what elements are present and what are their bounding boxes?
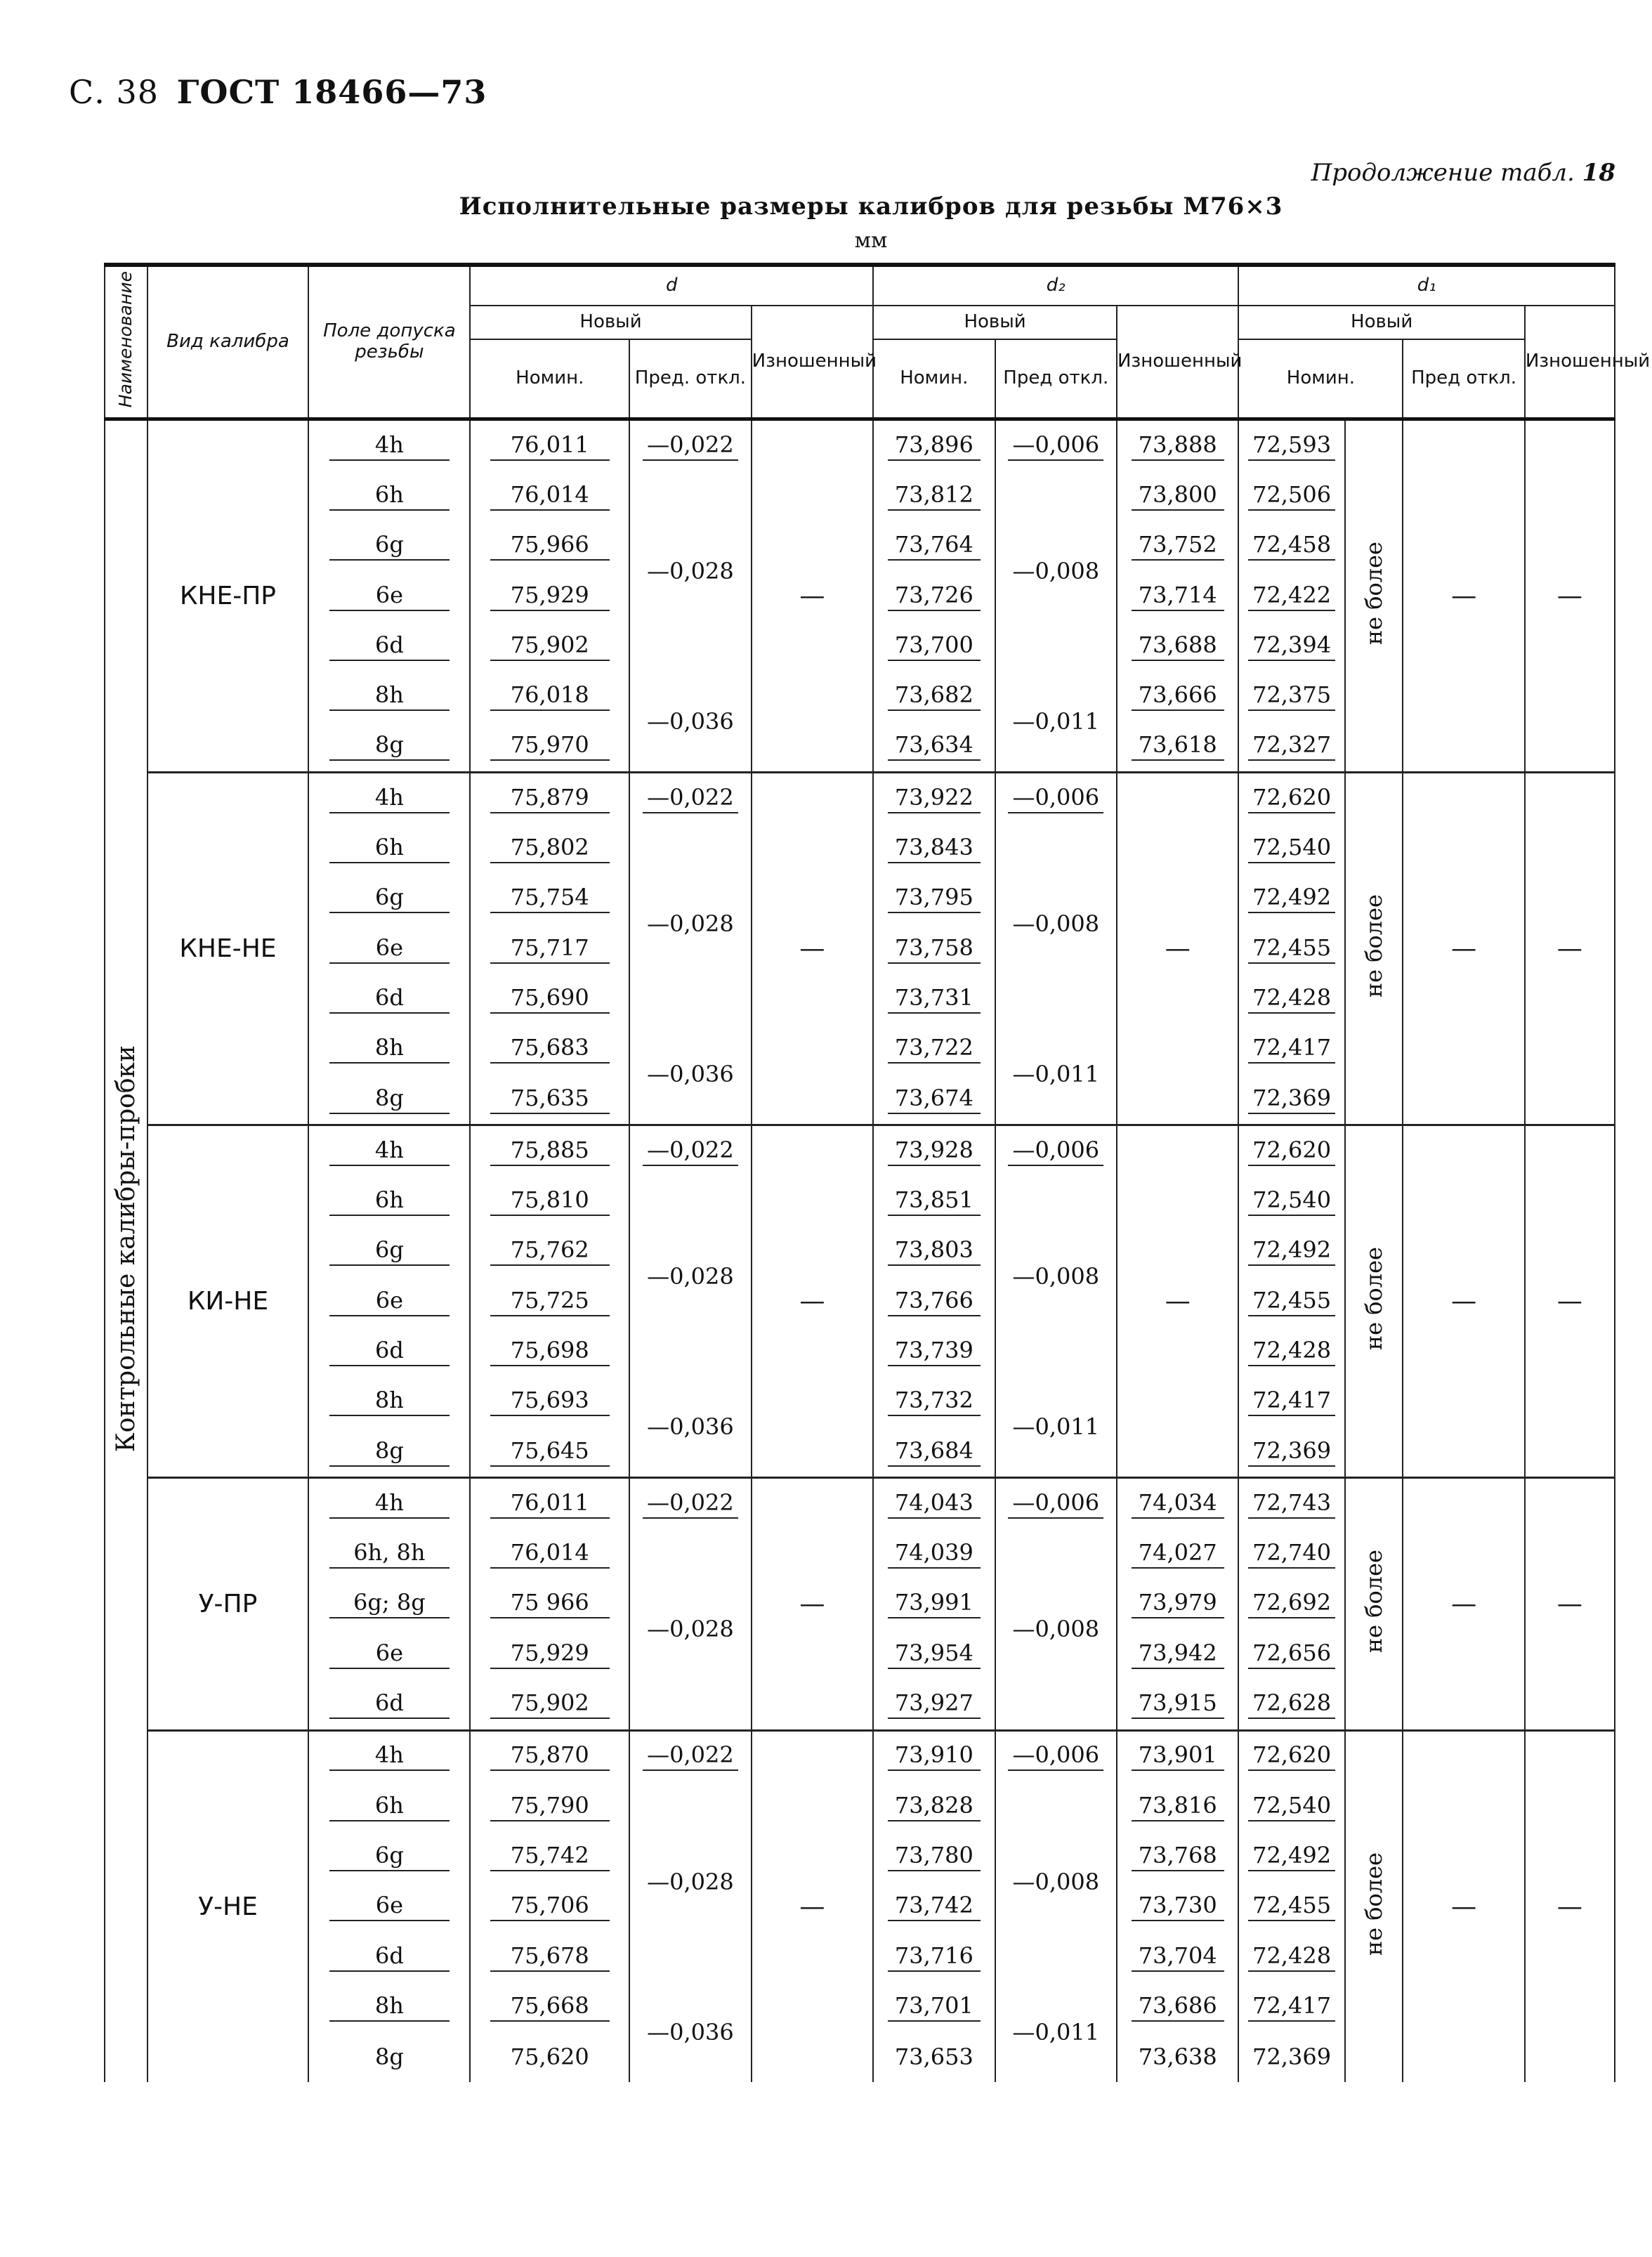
d-nominal-cell: 75,902	[470, 1679, 629, 1730]
header-d2-worn: Изношенный	[1117, 306, 1238, 419]
d-nominal-cell: 75,645	[470, 1427, 629, 1478]
table-units: мм	[854, 228, 888, 253]
gauge-type-cell: У-НЕ	[148, 1730, 309, 2082]
d2-deviation-cell: —0,008	[995, 1529, 1117, 1731]
d-nominal-cell: 75,620	[470, 2032, 629, 2082]
d2-deviation-cell: —0,011	[995, 1377, 1117, 1478]
header-d-new: Новый	[470, 306, 751, 339]
tolerance-cell: 6g	[308, 874, 470, 924]
d-nominal-cell: 75,754	[470, 874, 629, 924]
gauge-type-cell: КИ-НЕ	[148, 1125, 309, 1478]
d-nominal-cell: 75,929	[470, 1629, 629, 1679]
tolerance-cell: 6e	[308, 1882, 470, 1932]
d-nominal-cell: 75,762	[470, 1226, 629, 1276]
d-nominal-cell: 75,879	[470, 773, 629, 824]
d-deviation-cell: —0,036	[629, 1377, 751, 1478]
tolerance-cell: 4h	[308, 1730, 470, 1781]
header-d: d	[470, 265, 873, 306]
d2-nominal-cell: 73,922	[873, 773, 995, 824]
d2-nominal-cell: 73,722	[873, 1024, 995, 1074]
d-nominal-cell: 75,683	[470, 1024, 629, 1074]
d2-worn-cell: 73,800	[1117, 471, 1238, 521]
d2-worn-cell: —	[1117, 1125, 1238, 1478]
d2-deviation-cell: —0,011	[995, 671, 1117, 772]
d2-nominal-cell: 73,634	[873, 721, 995, 773]
d-worn-cell: —	[752, 419, 873, 773]
header-name: Наименование	[105, 265, 148, 419]
d2-nominal-cell: 73,764	[873, 521, 995, 571]
d2-nominal-cell: 73,780	[873, 1831, 995, 1881]
d1-nominal-cell: 72,743	[1238, 1478, 1344, 1529]
tolerance-cell: 4h	[308, 419, 470, 471]
d2-nominal-cell: 73,716	[873, 1932, 995, 1982]
d2-worn-cell: 73,686	[1117, 1982, 1238, 2032]
d2-nominal-cell: 73,684	[873, 1427, 995, 1478]
d1-nominal-cell: 72,692	[1238, 1579, 1344, 1629]
d1-nominal-cell: 72,327	[1238, 721, 1344, 773]
d2-nominal-cell: 73,795	[873, 874, 995, 924]
d2-deviation-cell: —0,011	[995, 1982, 1117, 2082]
d2-nominal-cell: 73,758	[873, 924, 995, 974]
tolerance-cell: 6d	[308, 1679, 470, 1730]
d1-deviation-cell: —	[1403, 1730, 1524, 2082]
tolerance-cell: 6g; 8g	[308, 1579, 470, 1629]
header-d1-deviation: Пред откл.	[1403, 339, 1524, 419]
d-deviation-cell: —0,028	[629, 823, 751, 1023]
d1-nominal-cell: 72,455	[1238, 1882, 1344, 1932]
table-row	[105, 1125, 1615, 1177]
d2-nominal-cell: 73,742	[873, 1882, 995, 1932]
d2-worn-cell: 73,768	[1117, 1831, 1238, 1881]
d1-nominal-cell: 72,458	[1238, 521, 1344, 571]
d-deviation-cell: —0,036	[629, 1982, 751, 2082]
d1-not-more-label: не более	[1345, 419, 1403, 773]
d-deviation-cell: —0,022	[629, 773, 751, 824]
d1-nominal-cell: 72,369	[1238, 2032, 1344, 2082]
d-deviation-cell: —0,036	[629, 671, 751, 772]
d-nominal-cell: 76,011	[470, 419, 629, 471]
d2-worn-cell: 73,752	[1117, 521, 1238, 571]
tolerance-cell: 8h	[308, 1024, 470, 1074]
tolerance-cell: 6h, 8h	[308, 1529, 470, 1579]
d2-worn-cell: 73,901	[1117, 1730, 1238, 1781]
d1-nominal-cell: 72,417	[1238, 1377, 1344, 1427]
tolerance-cell: 6g	[308, 521, 470, 571]
d2-nominal-cell: 73,731	[873, 974, 995, 1023]
d2-deviation-cell: —0,008	[995, 1781, 1117, 1982]
d1-nominal-cell: 72,740	[1238, 1529, 1344, 1579]
header-d2-new: Новый	[873, 306, 1117, 339]
header-d-deviation: Пред. откл.	[629, 339, 751, 419]
d2-worn-cell: 73,979	[1117, 1579, 1238, 1629]
gauge-dimensions-table	[104, 263, 1651, 2082]
tolerance-cell: 6d	[308, 1932, 470, 1982]
d2-worn-cell: 73,888	[1117, 419, 1238, 471]
d2-deviation-cell: —0,006	[995, 1478, 1117, 1529]
tolerance-cell: 8g	[308, 1074, 470, 1125]
gauge-type-cell: КНЕ-ПР	[148, 419, 309, 773]
d2-deviation-cell: —0,008	[995, 471, 1117, 671]
header-d2-nominal: Номин.	[873, 339, 995, 419]
tolerance-cell: 8g	[308, 2032, 470, 2082]
d1-nominal-cell: 72,540	[1238, 1176, 1344, 1226]
d1-nominal-cell: 72,428	[1238, 974, 1344, 1023]
d1-nominal-cell: 72,455	[1238, 924, 1344, 974]
d-nominal-cell: 75,693	[470, 1377, 629, 1427]
d2-worn-cell: 73,666	[1117, 671, 1238, 721]
d2-worn-cell: 74,027	[1117, 1529, 1238, 1579]
d2-nominal-cell: 73,851	[873, 1176, 995, 1226]
tolerance-cell: 8h	[308, 1982, 470, 2032]
d-deviation-cell: —0,028	[629, 1529, 751, 1731]
continuation-number: 18	[1582, 159, 1615, 187]
d1-nominal-cell: 72,656	[1238, 1629, 1344, 1679]
tolerance-cell: 8h	[308, 1377, 470, 1427]
d1-nominal-cell: 72,492	[1238, 1226, 1344, 1276]
header-d1: d₁	[1238, 265, 1615, 306]
d-nominal-cell: 75,668	[470, 1982, 629, 2032]
d-deviation-cell: —0,022	[629, 1730, 751, 1781]
d1-nominal-cell: 72,620	[1238, 1730, 1344, 1781]
d-nominal-cell: 75,966	[470, 521, 629, 571]
d2-nominal-cell: 74,039	[873, 1529, 995, 1579]
d1-nominal-cell: 72,506	[1238, 471, 1344, 521]
d2-worn-cell: 73,816	[1117, 1781, 1238, 1831]
d-nominal-cell: 75,678	[470, 1932, 629, 1982]
d2-worn-cell: 73,942	[1117, 1629, 1238, 1679]
d2-nominal-cell: 73,812	[873, 471, 995, 521]
d1-worn-cell: —	[1525, 1478, 1615, 1730]
d2-deviation-cell: —0,006	[995, 1730, 1117, 1781]
d-deviation-cell: —0,022	[629, 1125, 751, 1177]
d1-deviation-cell: —	[1403, 419, 1524, 773]
d2-worn-cell: —	[1117, 773, 1238, 1125]
tolerance-cell: 6e	[308, 1629, 470, 1679]
d-nominal-cell: 75,635	[470, 1074, 629, 1125]
tolerance-cell: 8h	[308, 671, 470, 721]
d2-nominal-cell: 73,896	[873, 419, 995, 471]
d-nominal-cell: 75,717	[470, 924, 629, 974]
d1-not-more-label: не более	[1345, 773, 1403, 1125]
d1-nominal-cell: 72,394	[1238, 621, 1344, 671]
d2-nominal-cell: 73,766	[873, 1276, 995, 1326]
d-deviation-cell: —0,028	[629, 1176, 751, 1376]
d1-nominal-cell: 72,628	[1238, 1679, 1344, 1730]
tolerance-cell: 6h	[308, 1176, 470, 1226]
tolerance-cell: 6e	[308, 924, 470, 974]
d1-deviation-cell: —	[1403, 1125, 1524, 1478]
header-d-nominal: Номин.	[470, 339, 629, 419]
d1-nominal-cell: 72,540	[1238, 1781, 1344, 1831]
header-gauge-type: Вид калибра	[148, 265, 309, 419]
d-nominal-cell: 75 966	[470, 1579, 629, 1629]
d2-worn-cell: 73,638	[1117, 2032, 1238, 2082]
gauge-type-cell: КНЕ-НЕ	[148, 773, 309, 1125]
d2-deviation-cell: —0,008	[995, 823, 1117, 1023]
table-body	[105, 419, 1615, 2082]
d-deviation-cell: —0,028	[629, 471, 751, 671]
d-deviation-cell: —0,028	[629, 1781, 751, 1982]
d2-deviation-cell: —0,008	[995, 1176, 1117, 1376]
tolerance-cell: 4h	[308, 1125, 470, 1177]
tolerance-cell: 4h	[308, 773, 470, 824]
tolerance-cell: 6d	[308, 974, 470, 1023]
d2-nominal-cell: 73,674	[873, 1074, 995, 1125]
d-nominal-cell: 76,014	[470, 1529, 629, 1579]
gauge-type-cell: У-ПР	[148, 1478, 309, 1730]
d2-deviation-cell: —0,006	[995, 1125, 1117, 1177]
d-nominal-cell: 76,011	[470, 1478, 629, 1529]
d2-worn-cell: 73,704	[1117, 1932, 1238, 1982]
d2-nominal-cell: 73,803	[873, 1226, 995, 1276]
d1-not-more-label: не более	[1345, 1730, 1403, 2082]
d-nominal-cell: 75,790	[470, 1781, 629, 1831]
d-nominal-cell: 75,742	[470, 1831, 629, 1881]
d-worn-cell: —	[752, 1478, 873, 1730]
d-nominal-cell: 75,810	[470, 1176, 629, 1226]
d2-worn-cell: 73,730	[1117, 1882, 1238, 1932]
d1-not-more-label: не более	[1345, 1125, 1403, 1478]
d2-nominal-cell: 73,739	[873, 1326, 995, 1376]
table-header	[105, 265, 1651, 419]
d-worn-cell: —	[752, 1125, 873, 1478]
d2-worn-cell: 73,688	[1117, 621, 1238, 671]
d2-nominal-cell: 73,991	[873, 1579, 995, 1629]
d2-nominal-cell: 73,726	[873, 571, 995, 621]
d1-nominal-cell: 72,492	[1238, 874, 1344, 924]
d-deviation-cell: —0,036	[629, 1024, 751, 1125]
tolerance-cell: 6h	[308, 1781, 470, 1831]
d2-worn-cell: 73,714	[1117, 571, 1238, 621]
d2-nominal-cell: 73,682	[873, 671, 995, 721]
header-d-worn: Изношенный	[752, 306, 873, 419]
d1-nominal-cell: 72,455	[1238, 1276, 1344, 1326]
table-continuation-note	[1311, 159, 1615, 187]
d1-deviation-cell: —	[1403, 1478, 1524, 1730]
table-row	[105, 1730, 1615, 1781]
d2-nominal-cell: 73,954	[873, 1629, 995, 1679]
d1-worn-cell: —	[1525, 419, 1615, 773]
tolerance-cell: 6h	[308, 471, 470, 521]
d-worn-cell: —	[752, 773, 873, 1125]
d-nominal-cell: 75,690	[470, 974, 629, 1023]
d2-nominal-cell: 73,700	[873, 621, 995, 671]
tolerance-cell: 6e	[308, 571, 470, 621]
d-nominal-cell: 75,870	[470, 1730, 629, 1781]
d2-nominal-cell: 73,910	[873, 1730, 995, 1781]
d1-nominal-cell: 72,375	[1238, 671, 1344, 721]
gauge-category-label: Контрольные калибры-пробки	[105, 419, 148, 2082]
table-row	[105, 773, 1615, 824]
d1-nominal-cell: 72,492	[1238, 1831, 1344, 1881]
d2-nominal-cell: 73,828	[873, 1781, 995, 1831]
d1-nominal-cell: 72,369	[1238, 1074, 1344, 1125]
tolerance-cell: 6g	[308, 1831, 470, 1881]
d-nominal-cell: 75,725	[470, 1276, 629, 1326]
d2-worn-cell: 74,034	[1117, 1478, 1238, 1529]
tolerance-cell: 4h	[308, 1478, 470, 1529]
d1-not-more-label: не более	[1345, 1478, 1403, 1730]
tolerance-cell: 8g	[308, 1427, 470, 1478]
d2-nominal-cell: 73,653	[873, 2032, 995, 2082]
d1-nominal-cell: 72,422	[1238, 571, 1344, 621]
page-number: С. 38	[69, 73, 159, 111]
header-d1-worn: Изношенный	[1525, 306, 1615, 419]
continuation-label: Продолжение табл.	[1311, 159, 1575, 187]
d-nominal-cell: 75,802	[470, 823, 629, 873]
d1-nominal-cell: 72,369	[1238, 1427, 1344, 1478]
d1-deviation-cell: —	[1403, 773, 1524, 1125]
d2-deviation-cell: —0,006	[995, 773, 1117, 824]
d1-nominal-cell: 72,428	[1238, 1326, 1344, 1376]
header-d1-new: Новый	[1238, 306, 1524, 339]
d1-worn-cell: —	[1525, 1730, 1615, 2082]
d-nominal-cell: 75,706	[470, 1882, 629, 1932]
table-title: Исполнительные размеры калибров для резьбы М76×3	[459, 192, 1283, 221]
d1-worn-cell: —	[1525, 773, 1615, 1125]
d-deviation-cell: —0,022	[629, 1478, 751, 1529]
d-nominal-cell: 75,885	[470, 1125, 629, 1177]
header-d2: d₂	[873, 265, 1238, 306]
d1-nominal-cell: 72,417	[1238, 1982, 1344, 2032]
d2-worn-cell: 73,618	[1117, 721, 1238, 773]
d2-deviation-cell: —0,006	[995, 419, 1117, 471]
d-nominal-cell: 75,929	[470, 571, 629, 621]
d-nominal-cell: 75,902	[470, 621, 629, 671]
standard-number: ГОСТ 18466—73	[176, 73, 487, 111]
d1-worn-cell: —	[1525, 1125, 1615, 1478]
d-worn-cell: —	[752, 1730, 873, 2082]
header-d2-deviation: Пред откл.	[995, 339, 1117, 419]
d-deviation-cell: —0,022	[629, 419, 751, 471]
d2-deviation-cell: —0,011	[995, 1024, 1117, 1125]
d-nominal-cell: 75,970	[470, 721, 629, 773]
table-row	[105, 1478, 1615, 1529]
d1-nominal-cell: 72,428	[1238, 1932, 1344, 1982]
d2-nominal-cell: 73,927	[873, 1679, 995, 1730]
tolerance-cell: 6d	[308, 1326, 470, 1376]
d1-nominal-cell: 72,620	[1238, 773, 1344, 824]
tolerance-cell: 6e	[308, 1276, 470, 1326]
table-row	[105, 419, 1615, 471]
d1-nominal-cell: 72,417	[1238, 1024, 1344, 1074]
d2-nominal-cell: 73,732	[873, 1377, 995, 1427]
tolerance-cell: 6g	[308, 1226, 470, 1276]
d-nominal-cell: 76,014	[470, 471, 629, 521]
d2-worn-cell: 73,915	[1117, 1679, 1238, 1730]
d1-nominal-cell: 72,593	[1238, 419, 1344, 471]
d2-nominal-cell: 73,701	[873, 1982, 995, 2032]
tolerance-cell: 6d	[308, 621, 470, 671]
d2-nominal-cell: 73,843	[873, 823, 995, 873]
d2-nominal-cell: 73,928	[873, 1125, 995, 1177]
tolerance-cell: 8g	[308, 721, 470, 773]
header-tolerance-field: Поле допуска резьбы	[308, 265, 470, 419]
tolerance-cell: 6h	[308, 823, 470, 873]
page-header	[69, 73, 487, 111]
d1-nominal-cell: 72,540	[1238, 823, 1344, 873]
d2-nominal-cell: 74,043	[873, 1478, 995, 1529]
d-nominal-cell: 75,698	[470, 1326, 629, 1376]
d1-nominal-cell: 72,620	[1238, 1125, 1344, 1177]
d-nominal-cell: 76,018	[470, 671, 629, 721]
header-d1-nominal: Номин.	[1238, 339, 1403, 419]
